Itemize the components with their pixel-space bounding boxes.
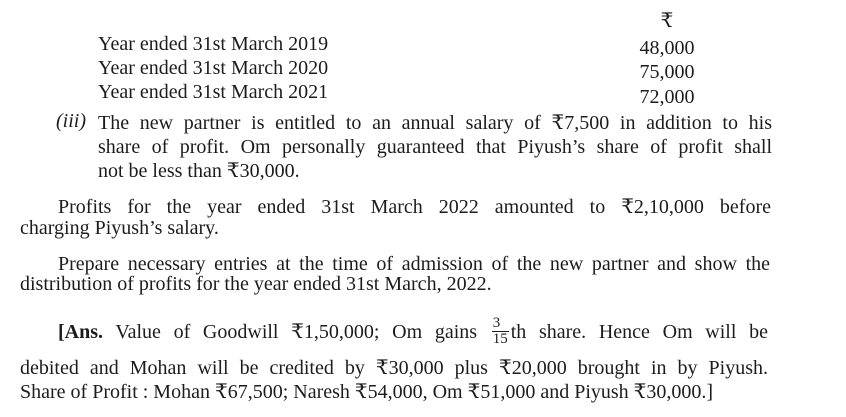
item-iii-line-2: share of profit. Om personally guaranteed that Piyush’s share of profit shall bbox=[98, 136, 772, 158]
answer-text-before-fraction: Value of Goodwill ₹1,50,000; Om gains bbox=[115, 321, 478, 344]
table-row-label: Year ended 31st March 2019 bbox=[98, 33, 329, 55]
answer-line-2: debited and Mohan will be credited by ₹30,000 plus ₹20,000 brought in by Piyush. bbox=[20, 357, 768, 379]
profits-line-1: Profits for the year ended 31st March 2022 amounted to ₹2,10,000 before bbox=[58, 196, 771, 218]
profits-line-2: charging Piyush’s salary. bbox=[20, 217, 219, 239]
table-row-amount: 48,000 bbox=[639, 37, 695, 59]
currency-header: ₹ bbox=[660, 10, 674, 32]
table-row-label: Year ended 31st March 2021 bbox=[98, 81, 329, 103]
table-row-amount: 75,000 bbox=[639, 61, 695, 83]
answer-line-1 bbox=[58, 315, 768, 349]
item-iii-line-1: The new partner is entitled to an annual salary of ₹7,500 in addition to his bbox=[98, 112, 772, 134]
answer-line-3: Share of Profit : Mohan ₹67,500; Naresh ₹54,000, Om ₹51,000 and Piyush ₹30,000.] bbox=[20, 381, 714, 403]
table-row-label: Year ended 31st March 2020 bbox=[98, 57, 329, 79]
fraction-denominator: 15 bbox=[492, 331, 508, 347]
answer-label: Ans. bbox=[64, 321, 104, 344]
prepare-line-2: distribution of profits for the year ended 31st March, 2022. bbox=[20, 273, 492, 295]
item-iii-line-3: not be less than ₹30,000. bbox=[98, 160, 300, 182]
fraction bbox=[492, 316, 509, 347]
answer-text-after-fraction: th share. Hence Om will be bbox=[510, 321, 768, 344]
item-marker: (iii) bbox=[56, 110, 86, 132]
table-row-amount: 72,000 bbox=[639, 86, 695, 108]
fraction-numerator: 3 bbox=[492, 316, 509, 332]
prepare-line-1: Prepare necessary entries at the time of admission of the new partner and show the bbox=[58, 253, 770, 275]
answer-open-bracket: [ bbox=[58, 321, 65, 344]
